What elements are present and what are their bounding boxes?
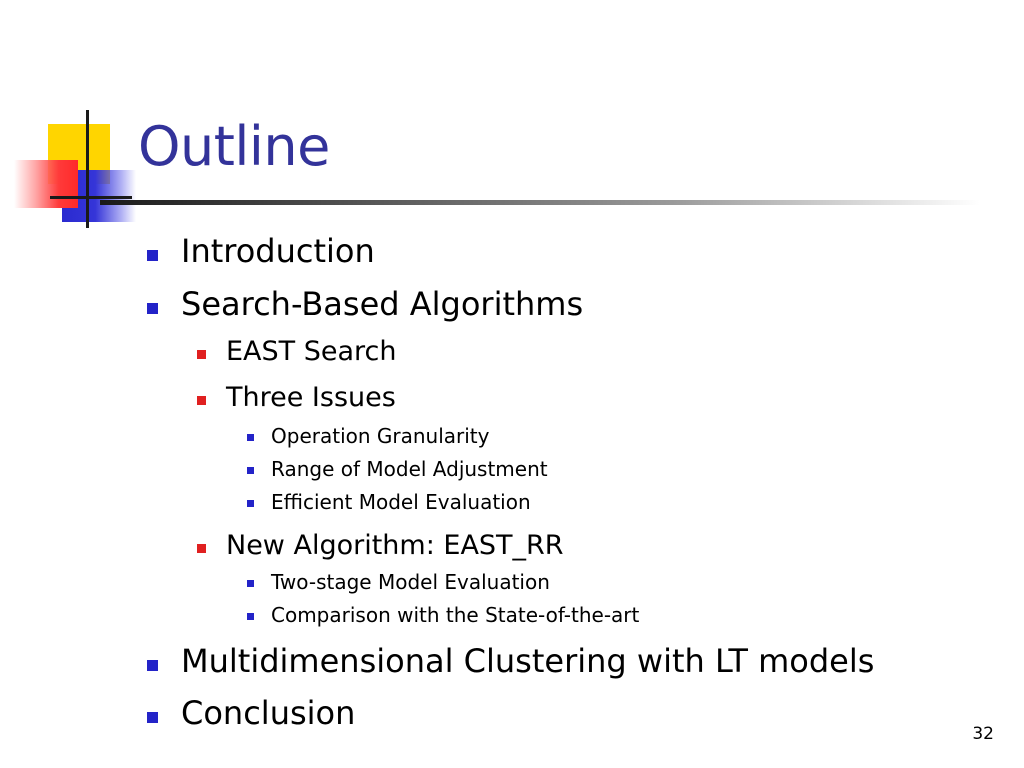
bullet-square-icon — [147, 712, 158, 723]
outline-item-multidimensional-clustering: Multidimensional Clustering with LT models — [181, 642, 875, 680]
bullet-square-icon — [247, 467, 254, 474]
outline-item-search-based-algorithms: Search-Based Algorithms — [181, 285, 584, 323]
decorative-red-square — [14, 160, 78, 208]
decorative-vertical-line — [86, 110, 89, 228]
bullet-square-icon — [147, 250, 158, 261]
outline-subsubitem-operation-granularity: Operation Granularity — [271, 424, 490, 448]
bullet-square-icon — [247, 580, 254, 587]
bullet-square-icon — [247, 434, 254, 441]
outline-subitem-new-algorithm: New Algorithm: EAST_RR — [226, 530, 564, 561]
outline-subitem-three-issues: Three Issues — [226, 382, 396, 413]
outline-subitem-east-search: EAST Search — [226, 336, 397, 367]
outline-subsubitem-range-of-model-adjustment: Range of Model Adjustment — [271, 457, 548, 481]
decorative-horizontal-line — [50, 196, 132, 199]
bullet-square-icon — [197, 396, 206, 405]
bullet-square-icon — [147, 303, 158, 314]
title-underline — [100, 200, 980, 205]
outline-item-introduction: Introduction — [181, 232, 375, 270]
outline-subsubitem-efficient-model-evaluation: Efficient Model Evaluation — [271, 490, 531, 514]
outline-subsubitem-comparison-state-of-the-art: Comparison with the State-of-the-art — [271, 603, 640, 627]
bullet-square-icon — [247, 500, 254, 507]
bullet-square-icon — [247, 613, 254, 620]
bullet-square-icon — [197, 350, 206, 359]
bullet-square-icon — [147, 660, 158, 671]
outline-subsubitem-two-stage-model-evaluation: Two-stage Model Evaluation — [271, 570, 550, 594]
page-number: 32 — [972, 724, 994, 744]
bullet-square-icon — [197, 544, 206, 553]
slide-title: Outline — [138, 115, 330, 178]
outline-item-conclusion: Conclusion — [181, 694, 356, 732]
